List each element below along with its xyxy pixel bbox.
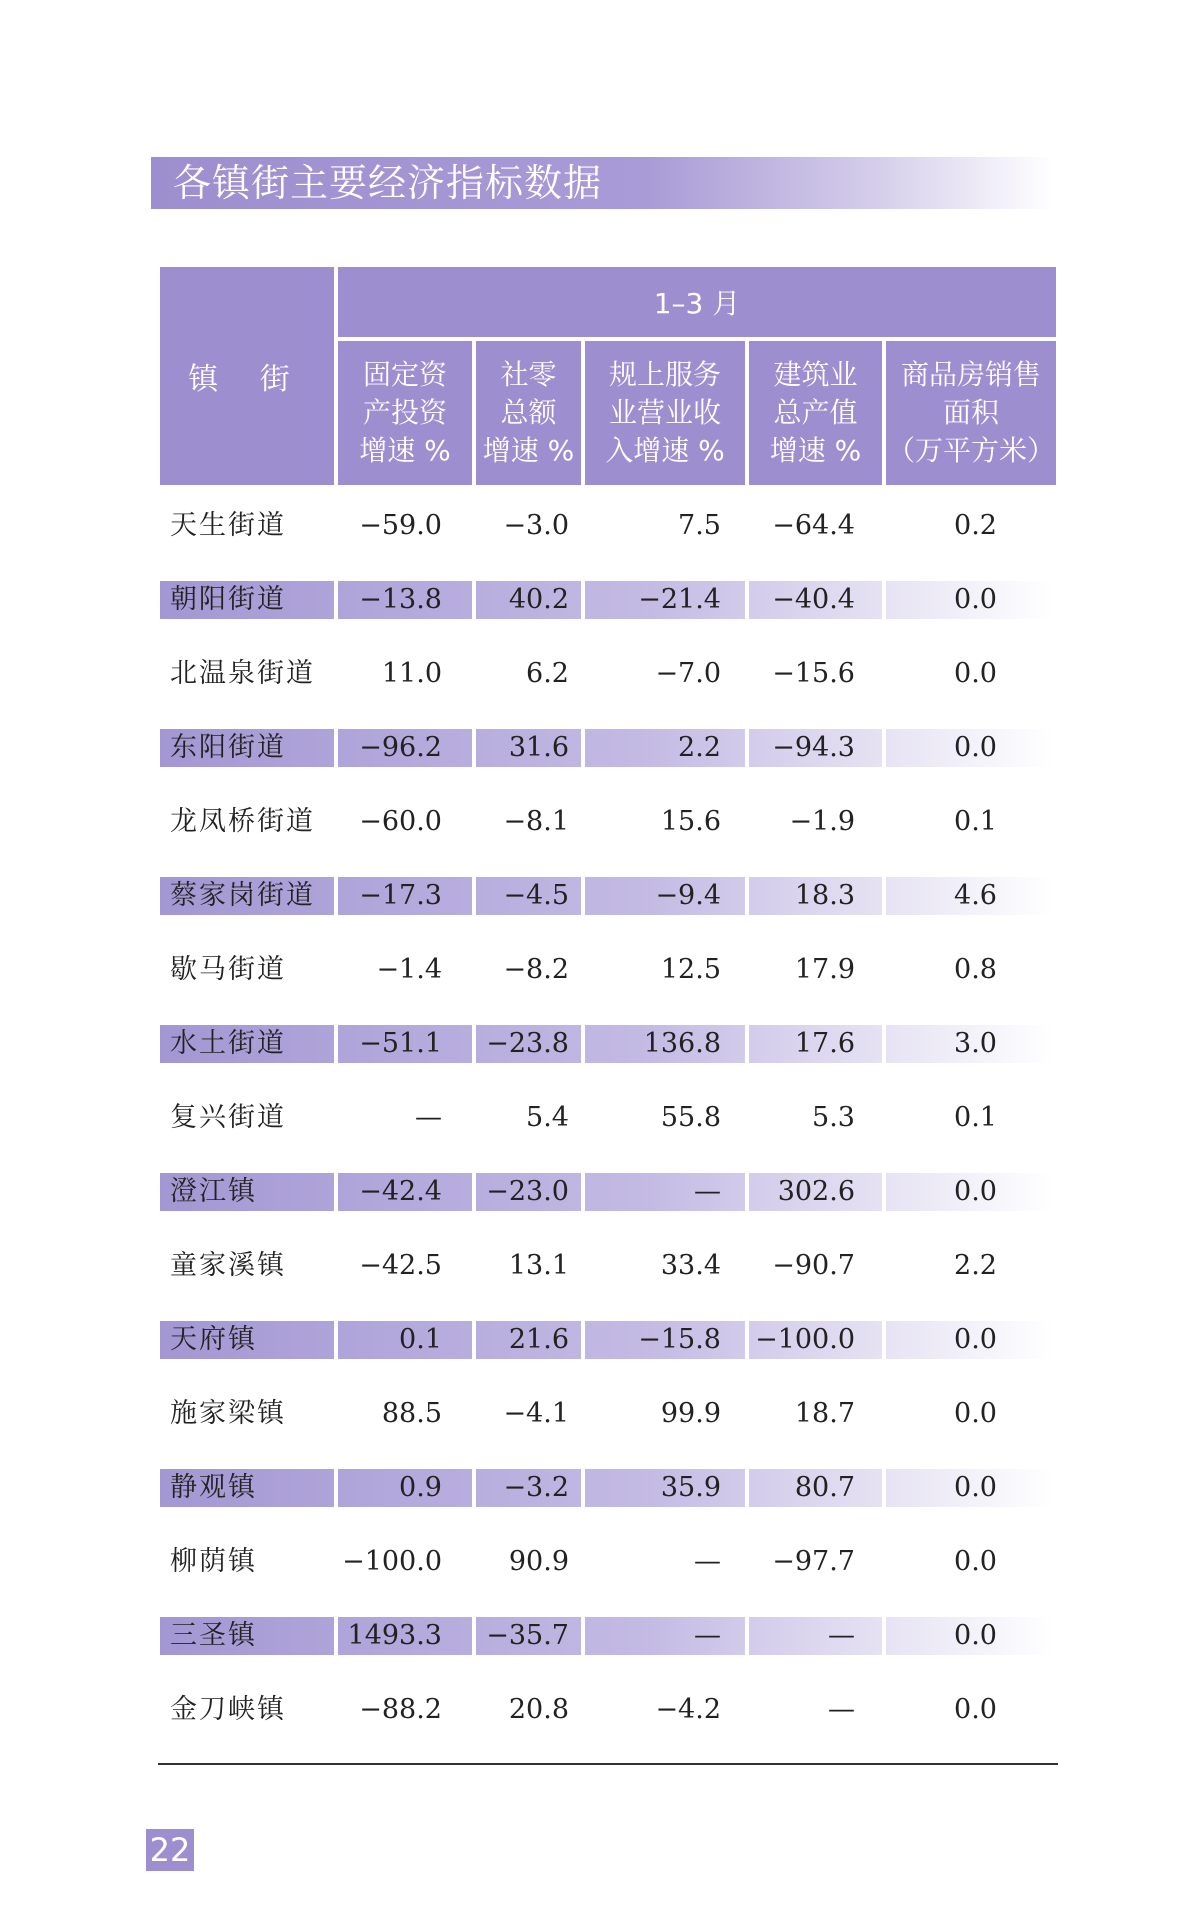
value-cell: 2.2 [954,1250,997,1281]
value-cell: −35.7 [486,1620,569,1651]
value-cell: 21.6 [508,1324,569,1355]
value-cell: — [694,1546,721,1577]
bottom-rule [158,1763,1058,1765]
period-label: 1–3 月 [653,287,741,320]
value-cell: 6.2 [526,658,569,689]
value-cell: 0.8 [954,954,997,985]
column-header-1 [338,341,472,485]
value-cell: −7.0 [655,658,721,689]
period-header-cell [338,267,1056,337]
value-cell: −42.4 [359,1176,442,1207]
value-cell: −15.8 [638,1324,721,1355]
row-header-cell [160,267,334,485]
value-cell: −40.4 [772,584,855,615]
value-cell: −94.3 [772,732,855,763]
value-cell: 0.0 [954,1620,997,1651]
table-row [160,877,1056,915]
value-cell: — [694,1176,721,1207]
column-header-line: 规上服务 [608,358,721,391]
town-name: 天府镇 [170,1324,257,1355]
column-header-4 [749,341,882,485]
value-cell: −60.0 [359,806,442,837]
value-cell: — [415,1102,442,1133]
table-row [160,1321,1056,1359]
value-cell: −88.2 [359,1694,442,1725]
value-cell: −4.2 [655,1694,721,1725]
column-header-line: 总额 [500,396,557,429]
town-name: 静观镇 [170,1472,257,1503]
column-header-line: （万平方米） [886,434,1055,467]
value-cell: 0.0 [954,732,997,763]
value-cell: −9.4 [655,880,721,911]
town-name: 金刀峡镇 [170,1694,286,1725]
value-cell: −8.2 [503,954,569,985]
value-cell: 4.6 [954,880,997,911]
town-name: 复兴街道 [170,1102,286,1133]
value-cell: 31.6 [508,732,569,763]
value-cell: −1.4 [376,954,442,985]
value-cell: — [828,1620,855,1651]
title-bar [151,157,1054,209]
value-cell: 33.4 [660,1250,721,1281]
town-name: 童家溪镇 [170,1250,286,1281]
town-name: 施家梁镇 [170,1398,286,1429]
value-cell: 0.1 [954,806,997,837]
value-cell: 11.0 [381,658,442,689]
value-cell: — [828,1694,855,1725]
value-cell: 2.2 [678,732,721,763]
page-number: 22 [146,1829,194,1871]
table-row [160,1395,1056,1433]
value-cell: 0.0 [954,584,997,615]
value-cell: −90.7 [772,1250,855,1281]
column-header-5 [886,341,1056,485]
value-cell: 302.6 [777,1176,855,1207]
value-cell: 12.5 [660,954,721,985]
value-cell: 5.4 [526,1102,569,1133]
value-cell: 17.6 [794,1028,855,1059]
column-header-line: 面积 [942,396,999,429]
column-header-line: 入增速 % [605,434,725,467]
value-cell: 0.0 [954,658,997,689]
table-row [160,1543,1056,1581]
column-header-line: 建筑业 [773,358,858,391]
value-cell: 0.1 [399,1324,442,1355]
town-name: 北温泉街道 [170,658,315,689]
value-cell: 0.0 [954,1472,997,1503]
value-cell: 5.3 [812,1102,855,1133]
value-cell: 35.9 [660,1472,721,1503]
column-header-line: 增速 % [769,434,862,467]
value-cell: 99.9 [660,1398,721,1429]
value-cell: 3.0 [954,1028,997,1059]
value-cell: −23.8 [486,1028,569,1059]
value-cell: 17.9 [794,954,855,985]
value-cell: 13.1 [508,1250,569,1281]
table-row [160,951,1056,989]
column-header-line: 社零 [500,358,557,391]
value-cell: −42.5 [359,1250,442,1281]
value-cell: −23.0 [486,1176,569,1207]
table-row [160,1025,1056,1063]
town-name: 三圣镇 [170,1620,257,1651]
value-cell: −100.0 [342,1546,442,1577]
value-cell: −51.1 [359,1028,442,1059]
value-cell: 40.2 [508,584,569,615]
table-row [160,507,1056,545]
value-cell: 0.0 [954,1546,997,1577]
column-header-line: 总产值 [773,396,858,429]
town-name: 天生街道 [170,510,286,541]
page-title: 各镇街主要经济指标数据 [173,161,603,205]
value-cell: 90.9 [508,1546,569,1577]
town-name: 水土街道 [170,1028,286,1059]
value-cell: 0.2 [954,510,997,541]
column-header-line: 固定资 [362,358,447,391]
table-row [160,729,1056,767]
row-header-label: 镇 街 [188,362,306,397]
table-row [160,1469,1056,1507]
town-name: 蔡家岗街道 [170,880,315,911]
value-cell: −3.2 [503,1472,569,1503]
column-header-2 [476,341,581,485]
value-cell: −4.5 [503,880,569,911]
value-cell: 1493.3 [347,1620,442,1651]
town-name: 朝阳街道 [170,584,286,615]
value-cell: 0.0 [954,1694,997,1725]
table-row [160,803,1056,841]
column-header-line: 业营业收 [608,396,721,429]
table-row [160,1099,1056,1137]
value-cell: −17.3 [359,880,442,911]
town-name: 歇马街道 [170,954,286,985]
value-cell: 18.3 [794,880,855,911]
table-row [160,1247,1056,1285]
town-name: 澄江镇 [170,1176,257,1207]
value-cell: −1.9 [789,806,855,837]
value-cell: −96.2 [359,732,442,763]
table-row [160,1691,1056,1729]
column-header-line: 增速 % [482,434,575,467]
value-cell: 80.7 [794,1472,855,1503]
value-cell: −64.4 [772,510,855,541]
value-cell: 88.5 [381,1398,442,1429]
value-cell: 55.8 [660,1102,721,1133]
value-cell: 0.1 [954,1102,997,1133]
column-header-line: 商品房销售 [900,358,1041,391]
value-cell: −4.1 [503,1398,569,1429]
value-cell: 0.9 [399,1472,442,1503]
table-row [160,1173,1056,1211]
column-header-line: 增速 % [359,434,451,467]
value-cell: −8.1 [503,806,569,837]
town-name: 龙凤桥街道 [170,806,315,837]
value-cell: — [694,1620,721,1651]
value-cell: 20.8 [508,1694,569,1725]
value-cell: −59.0 [359,510,442,541]
value-cell: −13.8 [359,584,442,615]
value-cell: −97.7 [772,1546,855,1577]
value-cell: 0.0 [954,1398,997,1429]
town-name: 东阳街道 [170,732,286,763]
table-row [160,1617,1056,1655]
value-cell: −100.0 [755,1324,855,1355]
value-cell: 15.6 [660,806,721,837]
table-row [160,655,1056,693]
value-cell: 0.0 [954,1176,997,1207]
value-cell: 18.7 [794,1398,855,1429]
column-header-line: 产投资 [362,396,447,429]
column-header-3 [585,341,745,485]
value-cell: −21.4 [638,584,721,615]
value-cell: −15.6 [772,658,855,689]
value-cell: −3.0 [503,510,569,541]
value-cell: 0.0 [954,1324,997,1355]
table-row [160,581,1056,619]
value-cell: 136.8 [643,1028,721,1059]
value-cell: 7.5 [678,510,721,541]
town-name: 柳荫镇 [170,1546,257,1577]
